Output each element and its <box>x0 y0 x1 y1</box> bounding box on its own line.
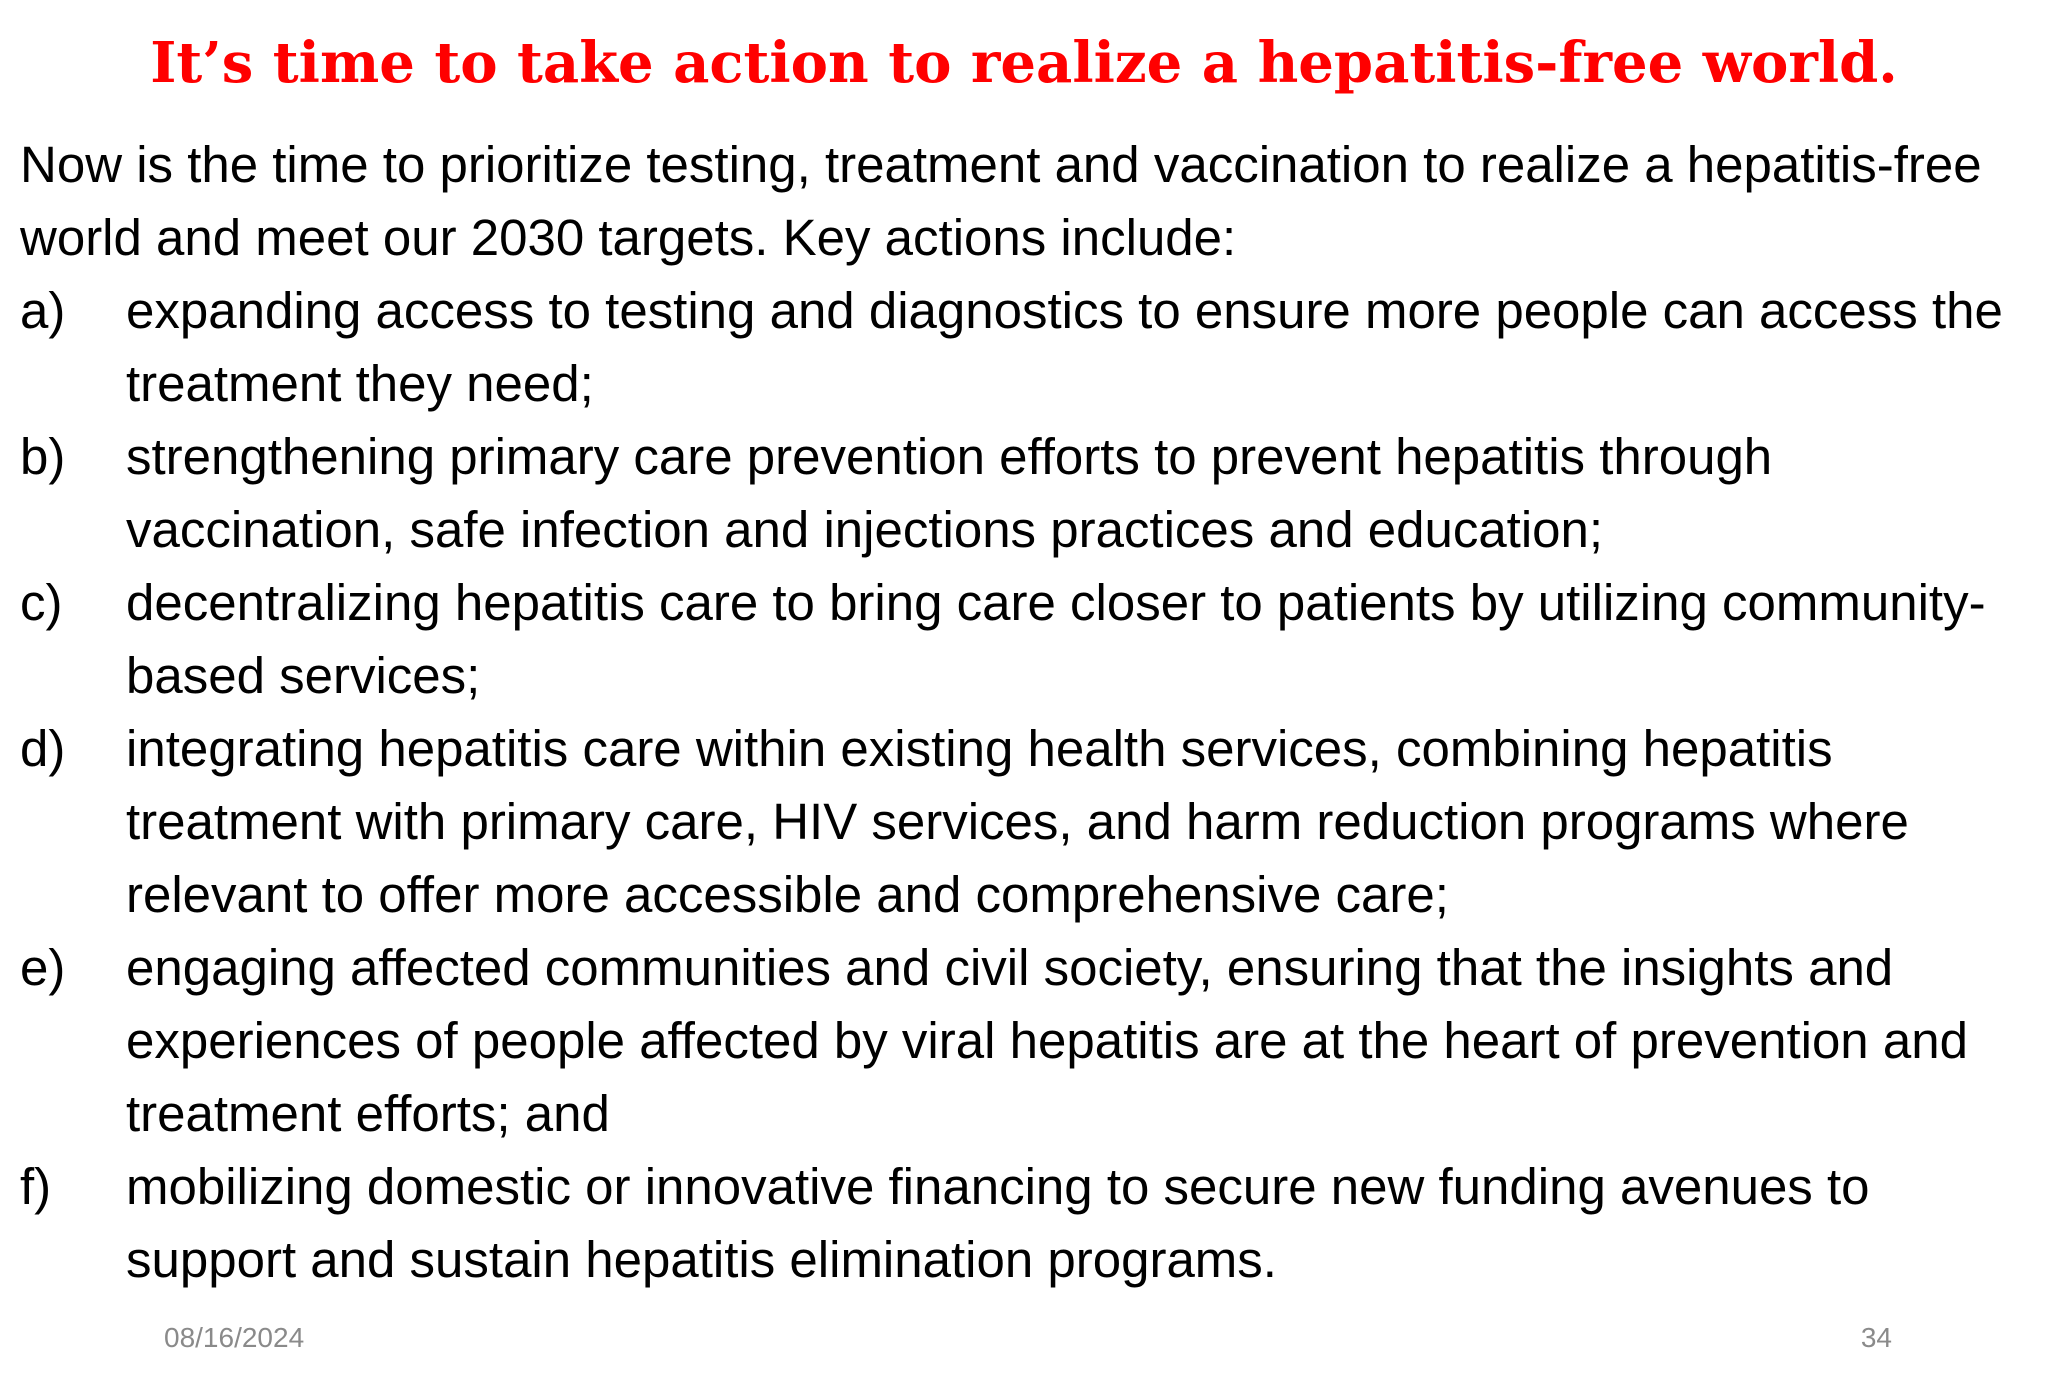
action-text: integrating hepatitis care within existing health services, combining hepatitis treatment with primary care, HIV services, and harm reduction programs where relevant to offer more accessible and comprehensive care; <box>126 720 1909 923</box>
action-text: engaging affected communities and civil society, ensuring that the insights and experiences of people affected by viral hepatitis are at the heart of prevention and treatment efforts; and <box>126 939 1968 1142</box>
action-letter: a) <box>20 282 66 339</box>
action-item-d <box>20 712 2030 931</box>
action-text: strengthening primary care prevention efforts to prevent hepatitis through vaccination, safe infection and injections practices and education; <box>126 428 1773 558</box>
action-letter: b) <box>20 428 66 485</box>
action-item-a <box>20 274 2030 420</box>
slide-content <box>20 128 2030 1296</box>
key-actions-list <box>20 274 2030 1296</box>
action-text: decentralizing hepatitis care to bring care closer to patients by utilizing community-based services; <box>126 574 1986 704</box>
footer-date: 08/16/2024 <box>164 1322 305 1353</box>
action-letter: d) <box>20 720 66 777</box>
action-item-f <box>20 1150 2030 1296</box>
slide-title: It’s time to take action to realize a hepatitis-free world. <box>150 30 1898 96</box>
action-letter: e) <box>20 939 66 996</box>
footer-page-number: 34 <box>1860 1322 1892 1353</box>
intro-paragraph: Now is the time to prioritize testing, treatment and vaccination to realize a hepatitis-free world and meet our 2030 targets. Key actions include: <box>20 136 1982 266</box>
action-letter: c) <box>20 574 63 631</box>
action-letter: f) <box>20 1158 52 1215</box>
action-text: mobilizing domestic or innovative financing to secure new funding avenues to support and sustain hepatitis elimination programs. <box>126 1158 1870 1288</box>
action-text: expanding access to testing and diagnostics to ensure more people can access the treatment they need; <box>126 282 2003 412</box>
action-item-e <box>20 931 2030 1150</box>
action-item-c <box>20 566 2030 712</box>
action-item-b <box>20 420 2030 566</box>
